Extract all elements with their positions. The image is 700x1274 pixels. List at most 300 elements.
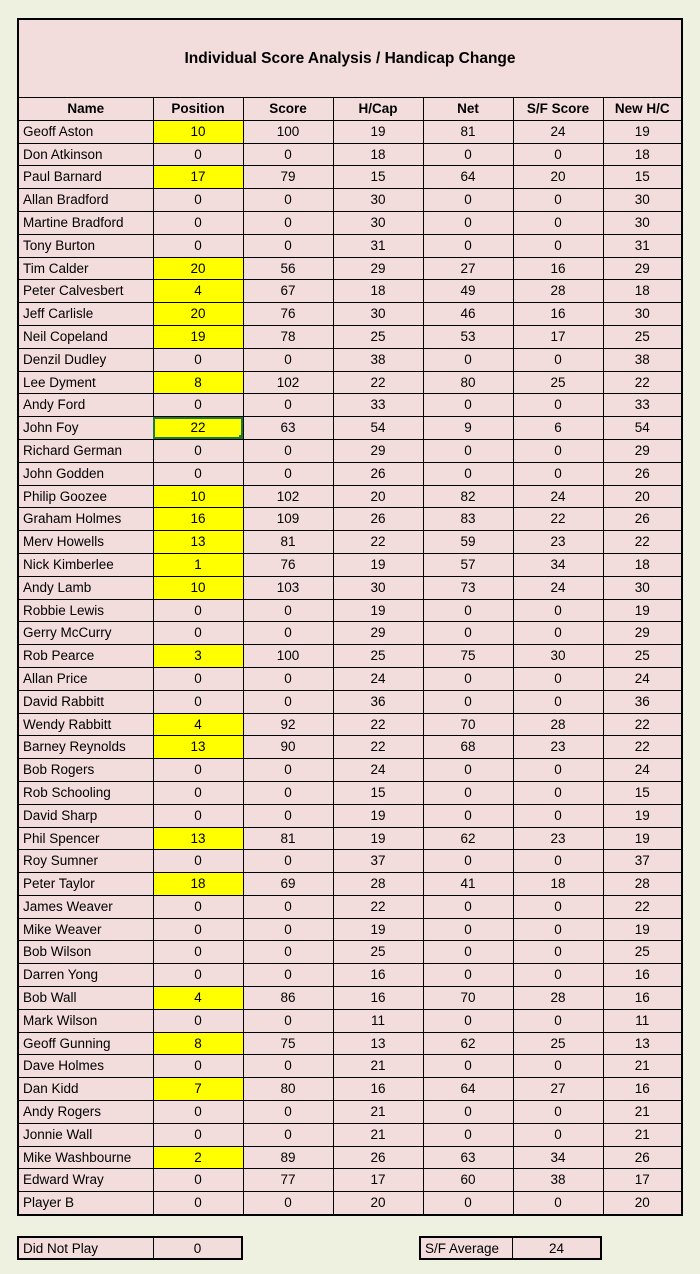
net-cell[interactable]: 75 <box>423 645 513 668</box>
position-cell[interactable]: 0 <box>153 234 243 257</box>
hcap-cell[interactable]: 20 <box>333 485 423 508</box>
new-hc-cell[interactable]: 33 <box>603 394 681 417</box>
new-hc-cell[interactable]: 25 <box>603 941 681 964</box>
score-cell[interactable]: 0 <box>243 690 333 713</box>
name-cell[interactable]: Denzil Dudley <box>19 348 153 371</box>
sf-score-cell[interactable]: 0 <box>513 439 603 462</box>
score-cell[interactable]: 0 <box>243 1009 333 1032</box>
hcap-cell[interactable]: 36 <box>333 690 423 713</box>
name-cell[interactable]: Bob Wilson <box>19 941 153 964</box>
new-hc-cell[interactable]: 15 <box>603 781 681 804</box>
sf-score-cell[interactable]: 20 <box>513 166 603 189</box>
score-cell[interactable]: 0 <box>243 394 333 417</box>
name-cell[interactable]: Tim Calder <box>19 257 153 280</box>
sf-score-cell[interactable]: 0 <box>513 964 603 987</box>
new-hc-cell[interactable]: 28 <box>603 873 681 896</box>
name-cell[interactable]: Mike Weaver <box>19 918 153 941</box>
hcap-cell[interactable]: 30 <box>333 189 423 212</box>
sf-score-cell[interactable]: 34 <box>513 553 603 576</box>
position-cell[interactable]: 10 <box>153 120 243 143</box>
net-cell[interactable]: 0 <box>423 439 513 462</box>
name-cell[interactable]: Andy Ford <box>19 394 153 417</box>
new-hc-cell[interactable]: 38 <box>603 348 681 371</box>
name-cell[interactable]: Rob Schooling <box>19 781 153 804</box>
net-cell[interactable]: 0 <box>423 394 513 417</box>
new-hc-cell[interactable]: 20 <box>603 485 681 508</box>
sf-score-cell[interactable]: 18 <box>513 873 603 896</box>
sf-score-cell[interactable]: 0 <box>513 211 603 234</box>
hcap-cell[interactable]: 38 <box>333 348 423 371</box>
hcap-cell[interactable]: 54 <box>333 417 423 440</box>
position-cell[interactable]: 20 <box>153 303 243 326</box>
new-hc-cell[interactable]: 30 <box>603 211 681 234</box>
sf-score-cell[interactable]: 0 <box>513 348 603 371</box>
new-hc-cell[interactable]: 17 <box>603 1169 681 1192</box>
net-cell[interactable]: 0 <box>423 462 513 485</box>
score-cell[interactable]: 56 <box>243 257 333 280</box>
sf-average-value[interactable]: 24 <box>548 1240 565 1256</box>
position-cell[interactable]: 0 <box>153 599 243 622</box>
sf-score-cell[interactable]: 0 <box>513 941 603 964</box>
header-score[interactable]: Score <box>243 98 333 120</box>
name-cell[interactable]: Bob Rogers <box>19 759 153 782</box>
net-cell[interactable]: 0 <box>423 1009 513 1032</box>
name-cell[interactable]: Merv Howells <box>19 531 153 554</box>
new-hc-cell[interactable]: 29 <box>603 439 681 462</box>
name-cell[interactable]: Nick Kimberlee <box>19 553 153 576</box>
score-cell[interactable]: 81 <box>243 531 333 554</box>
new-hc-cell[interactable]: 22 <box>603 371 681 394</box>
position-cell[interactable]: 10 <box>153 576 243 599</box>
position-cell[interactable]: 0 <box>153 804 243 827</box>
new-hc-cell[interactable]: 25 <box>603 645 681 668</box>
position-cell[interactable]: 0 <box>153 895 243 918</box>
position-cell[interactable]: 0 <box>153 1123 243 1146</box>
score-cell[interactable]: 100 <box>243 645 333 668</box>
sf-score-cell[interactable]: 23 <box>513 736 603 759</box>
new-hc-cell[interactable]: 16 <box>603 1078 681 1101</box>
sf-score-cell[interactable]: 28 <box>513 280 603 303</box>
new-hc-cell[interactable]: 19 <box>603 120 681 143</box>
score-cell[interactable]: 81 <box>243 827 333 850</box>
sf-score-cell[interactable]: 0 <box>513 690 603 713</box>
new-hc-cell[interactable]: 30 <box>603 189 681 212</box>
hcap-cell[interactable]: 16 <box>333 987 423 1010</box>
net-cell[interactable]: 0 <box>423 348 513 371</box>
header-hcap[interactable]: H/Cap <box>333 98 423 120</box>
hcap-cell[interactable]: 19 <box>333 553 423 576</box>
name-cell[interactable]: Paul Barnard <box>19 166 153 189</box>
sf-score-cell[interactable]: 24 <box>513 485 603 508</box>
new-hc-cell[interactable]: 18 <box>603 280 681 303</box>
sheet-title[interactable]: Individual Score Analysis / Handicap Change <box>19 20 681 98</box>
new-hc-cell[interactable]: 25 <box>603 325 681 348</box>
net-cell[interactable]: 0 <box>423 1123 513 1146</box>
hcap-cell[interactable]: 13 <box>333 1032 423 1055</box>
score-cell[interactable]: 0 <box>243 804 333 827</box>
sf-score-cell[interactable]: 16 <box>513 303 603 326</box>
new-hc-cell[interactable]: 30 <box>603 303 681 326</box>
new-hc-cell[interactable]: 20 <box>603 1192 681 1214</box>
sf-score-cell[interactable]: 34 <box>513 1146 603 1169</box>
sf-average-label[interactable]: S/F Average <box>421 1238 513 1258</box>
new-hc-cell[interactable]: 11 <box>603 1009 681 1032</box>
new-hc-cell[interactable]: 21 <box>603 1101 681 1124</box>
new-hc-cell[interactable]: 30 <box>603 576 681 599</box>
hcap-cell[interactable]: 21 <box>333 1123 423 1146</box>
sf-score-cell[interactable]: 27 <box>513 1078 603 1101</box>
name-cell[interactable]: Philip Goozee <box>19 485 153 508</box>
position-cell-selected[interactable]: 22 <box>153 417 243 440</box>
position-cell[interactable]: 0 <box>153 964 243 987</box>
position-cell[interactable]: 20 <box>153 257 243 280</box>
net-cell[interactable]: 63 <box>423 1146 513 1169</box>
score-cell[interactable]: 78 <box>243 325 333 348</box>
name-cell[interactable]: James Weaver <box>19 895 153 918</box>
hcap-cell[interactable]: 25 <box>333 941 423 964</box>
score-cell[interactable]: 92 <box>243 713 333 736</box>
position-cell[interactable]: 10 <box>153 485 243 508</box>
net-cell[interactable]: 64 <box>423 1078 513 1101</box>
new-hc-cell[interactable]: 19 <box>603 827 681 850</box>
score-cell[interactable]: 0 <box>243 895 333 918</box>
position-cell[interactable]: 0 <box>153 759 243 782</box>
hcap-cell[interactable]: 22 <box>333 531 423 554</box>
sf-score-cell[interactable]: 25 <box>513 1032 603 1055</box>
header-position[interactable]: Position <box>153 98 243 120</box>
sf-score-cell[interactable]: 0 <box>513 189 603 212</box>
name-cell[interactable]: Rob Pearce <box>19 645 153 668</box>
net-cell[interactable]: 0 <box>423 667 513 690</box>
net-cell[interactable]: 46 <box>423 303 513 326</box>
new-hc-cell[interactable]: 29 <box>603 622 681 645</box>
sf-score-cell[interactable]: 0 <box>513 599 603 622</box>
new-hc-cell[interactable]: 22 <box>603 895 681 918</box>
score-cell[interactable]: 90 <box>243 736 333 759</box>
name-cell[interactable]: Martine Bradford <box>19 211 153 234</box>
net-cell[interactable]: 0 <box>423 211 513 234</box>
hcap-cell[interactable]: 37 <box>333 850 423 873</box>
name-cell[interactable]: Peter Calvesbert <box>19 280 153 303</box>
position-cell[interactable]: 0 <box>153 941 243 964</box>
hcap-cell[interactable]: 33 <box>333 394 423 417</box>
position-cell[interactable]: 13 <box>153 827 243 850</box>
sf-score-cell[interactable]: 23 <box>513 827 603 850</box>
new-hc-cell[interactable]: 29 <box>603 257 681 280</box>
new-hc-cell[interactable]: 21 <box>603 1123 681 1146</box>
name-cell[interactable]: Bob Wall <box>19 987 153 1010</box>
name-cell[interactable]: Darren Yong <box>19 964 153 987</box>
hcap-cell[interactable]: 20 <box>333 1192 423 1214</box>
hcap-cell[interactable]: 16 <box>333 964 423 987</box>
new-hc-cell[interactable]: 22 <box>603 736 681 759</box>
net-cell[interactable]: 0 <box>423 189 513 212</box>
name-cell[interactable]: Mike Washbourne <box>19 1146 153 1169</box>
score-cell[interactable]: 0 <box>243 759 333 782</box>
net-cell[interactable]: 81 <box>423 120 513 143</box>
new-hc-cell[interactable]: 24 <box>603 667 681 690</box>
position-cell[interactable]: 4 <box>153 987 243 1010</box>
new-hc-cell[interactable]: 22 <box>603 531 681 554</box>
name-cell[interactable]: Don Atkinson <box>19 143 153 166</box>
new-hc-cell[interactable]: 13 <box>603 1032 681 1055</box>
net-cell[interactable]: 64 <box>423 166 513 189</box>
net-cell[interactable]: 41 <box>423 873 513 896</box>
position-cell[interactable]: 0 <box>153 918 243 941</box>
score-cell[interactable]: 63 <box>243 417 333 440</box>
score-cell[interactable]: 76 <box>243 553 333 576</box>
position-cell[interactable]: 0 <box>153 1101 243 1124</box>
net-cell[interactable]: 0 <box>423 1101 513 1124</box>
position-cell[interactable]: 7 <box>153 1078 243 1101</box>
name-cell[interactable]: Andy Lamb <box>19 576 153 599</box>
hcap-cell[interactable]: 25 <box>333 325 423 348</box>
header-net[interactable]: Net <box>423 98 513 120</box>
position-cell[interactable]: 0 <box>153 394 243 417</box>
sf-score-cell[interactable]: 0 <box>513 759 603 782</box>
hcap-cell[interactable]: 26 <box>333 508 423 531</box>
hcap-cell[interactable]: 19 <box>333 120 423 143</box>
net-cell[interactable]: 57 <box>423 553 513 576</box>
net-cell[interactable]: 0 <box>423 1192 513 1214</box>
sf-score-cell[interactable]: 22 <box>513 508 603 531</box>
name-cell[interactable]: Allan Price <box>19 667 153 690</box>
name-cell[interactable]: Robbie Lewis <box>19 599 153 622</box>
position-cell[interactable]: 16 <box>153 508 243 531</box>
hcap-cell[interactable]: 21 <box>333 1101 423 1124</box>
sf-score-cell[interactable]: 0 <box>513 1009 603 1032</box>
name-cell[interactable]: Edward Wray <box>19 1169 153 1192</box>
new-hc-cell[interactable]: 37 <box>603 850 681 873</box>
net-cell[interactable]: 83 <box>423 508 513 531</box>
net-cell[interactable]: 27 <box>423 257 513 280</box>
hcap-cell[interactable]: 26 <box>333 1146 423 1169</box>
name-cell[interactable]: Lee Dyment <box>19 371 153 394</box>
hcap-cell[interactable]: 30 <box>333 303 423 326</box>
net-cell[interactable]: 0 <box>423 941 513 964</box>
hcap-cell[interactable]: 22 <box>333 371 423 394</box>
name-cell[interactable]: Dave Holmes <box>19 1055 153 1078</box>
score-cell[interactable]: 80 <box>243 1078 333 1101</box>
sf-score-cell[interactable]: 30 <box>513 645 603 668</box>
score-cell[interactable]: 109 <box>243 508 333 531</box>
name-cell[interactable]: John Godden <box>19 462 153 485</box>
name-cell[interactable]: Richard German <box>19 439 153 462</box>
sf-score-cell[interactable]: 0 <box>513 622 603 645</box>
position-cell[interactable]: 4 <box>153 713 243 736</box>
net-cell[interactable]: 9 <box>423 417 513 440</box>
net-cell[interactable]: 80 <box>423 371 513 394</box>
score-cell[interactable]: 0 <box>243 781 333 804</box>
sf-score-cell[interactable]: 0 <box>513 850 603 873</box>
net-cell[interactable]: 53 <box>423 325 513 348</box>
score-cell[interactable]: 0 <box>243 1123 333 1146</box>
score-cell[interactable]: 102 <box>243 371 333 394</box>
net-cell[interactable]: 49 <box>423 280 513 303</box>
score-cell[interactable]: 0 <box>243 1101 333 1124</box>
position-cell[interactable]: 0 <box>153 690 243 713</box>
score-cell[interactable]: 0 <box>243 462 333 485</box>
net-cell[interactable]: 60 <box>423 1169 513 1192</box>
hcap-cell[interactable]: 29 <box>333 257 423 280</box>
sf-score-cell[interactable]: 25 <box>513 371 603 394</box>
score-cell[interactable]: 0 <box>243 850 333 873</box>
position-cell[interactable]: 0 <box>153 211 243 234</box>
position-cell[interactable]: 0 <box>153 439 243 462</box>
net-cell[interactable]: 0 <box>423 759 513 782</box>
hcap-cell[interactable]: 30 <box>333 211 423 234</box>
header-name[interactable]: Name <box>19 98 153 120</box>
position-cell[interactable]: 8 <box>153 1032 243 1055</box>
name-cell[interactable]: John Foy <box>19 417 153 440</box>
did-not-play-value[interactable]: 0 <box>193 1240 202 1256</box>
net-cell[interactable]: 82 <box>423 485 513 508</box>
position-cell[interactable]: 0 <box>153 622 243 645</box>
score-cell[interactable]: 0 <box>243 211 333 234</box>
net-cell[interactable]: 0 <box>423 918 513 941</box>
net-cell[interactable]: 0 <box>423 599 513 622</box>
net-cell[interactable]: 0 <box>423 1055 513 1078</box>
net-cell[interactable]: 0 <box>423 234 513 257</box>
new-hc-cell[interactable]: 21 <box>603 1055 681 1078</box>
net-cell[interactable]: 0 <box>423 690 513 713</box>
sf-score-cell[interactable]: 17 <box>513 325 603 348</box>
sf-score-cell[interactable]: 0 <box>513 143 603 166</box>
sf-score-cell[interactable]: 0 <box>513 462 603 485</box>
new-hc-cell[interactable]: 19 <box>603 599 681 622</box>
hcap-cell[interactable]: 21 <box>333 1055 423 1078</box>
name-cell[interactable]: Neil Copeland <box>19 325 153 348</box>
name-cell[interactable]: Geoff Gunning <box>19 1032 153 1055</box>
score-cell[interactable]: 103 <box>243 576 333 599</box>
new-hc-cell[interactable]: 22 <box>603 713 681 736</box>
sf-score-cell[interactable]: 0 <box>513 234 603 257</box>
net-cell[interactable]: 59 <box>423 531 513 554</box>
position-cell[interactable]: 8 <box>153 371 243 394</box>
new-hc-cell[interactable]: 19 <box>603 918 681 941</box>
new-hc-cell[interactable]: 54 <box>603 417 681 440</box>
name-cell[interactable]: Dan Kidd <box>19 1078 153 1101</box>
position-cell[interactable]: 0 <box>153 1192 243 1214</box>
net-cell[interactable]: 0 <box>423 964 513 987</box>
sf-score-cell[interactable]: 24 <box>513 576 603 599</box>
hcap-cell[interactable]: 24 <box>333 759 423 782</box>
hcap-cell[interactable]: 18 <box>333 143 423 166</box>
net-cell[interactable]: 68 <box>423 736 513 759</box>
name-cell[interactable]: Jonnie Wall <box>19 1123 153 1146</box>
new-hc-cell[interactable]: 16 <box>603 964 681 987</box>
hcap-cell[interactable]: 15 <box>333 781 423 804</box>
new-hc-cell[interactable]: 16 <box>603 987 681 1010</box>
did-not-play-label[interactable]: Did Not Play <box>19 1238 154 1258</box>
score-cell[interactable]: 89 <box>243 1146 333 1169</box>
position-cell[interactable]: 4 <box>153 280 243 303</box>
sf-score-cell[interactable]: 0 <box>513 1192 603 1214</box>
sf-score-cell[interactable]: 28 <box>513 987 603 1010</box>
score-cell[interactable]: 0 <box>243 941 333 964</box>
name-cell[interactable]: David Sharp <box>19 804 153 827</box>
name-cell[interactable]: Jeff Carlisle <box>19 303 153 326</box>
sf-score-cell[interactable]: 0 <box>513 804 603 827</box>
position-cell[interactable]: 0 <box>153 143 243 166</box>
score-cell[interactable]: 69 <box>243 873 333 896</box>
position-cell[interactable]: 0 <box>153 781 243 804</box>
hcap-cell[interactable]: 22 <box>333 895 423 918</box>
score-cell[interactable]: 0 <box>243 439 333 462</box>
position-cell[interactable]: 0 <box>153 1055 243 1078</box>
name-cell[interactable]: Andy Rogers <box>19 1101 153 1124</box>
position-cell[interactable]: 0 <box>153 1009 243 1032</box>
sf-score-cell[interactable]: 0 <box>513 918 603 941</box>
new-hc-cell[interactable]: 24 <box>603 759 681 782</box>
sf-score-cell[interactable]: 0 <box>513 1055 603 1078</box>
score-cell[interactable]: 102 <box>243 485 333 508</box>
new-hc-cell[interactable]: 31 <box>603 234 681 257</box>
sf-score-cell[interactable]: 6 <box>513 417 603 440</box>
sf-score-cell[interactable]: 16 <box>513 257 603 280</box>
new-hc-cell[interactable]: 26 <box>603 462 681 485</box>
header-new-hc[interactable]: New H/C <box>603 98 681 120</box>
position-cell[interactable]: 19 <box>153 325 243 348</box>
name-cell[interactable]: Player B <box>19 1192 153 1214</box>
hcap-cell[interactable]: 18 <box>333 280 423 303</box>
name-cell[interactable]: Graham Holmes <box>19 508 153 531</box>
score-cell[interactable]: 0 <box>243 1192 333 1214</box>
position-cell[interactable]: 0 <box>153 667 243 690</box>
score-cell[interactable]: 0 <box>243 1055 333 1078</box>
new-hc-cell[interactable]: 18 <box>603 143 681 166</box>
sf-score-cell[interactable]: 24 <box>513 120 603 143</box>
hcap-cell[interactable]: 24 <box>333 667 423 690</box>
name-cell[interactable]: David Rabbitt <box>19 690 153 713</box>
hcap-cell[interactable]: 11 <box>333 1009 423 1032</box>
score-cell[interactable]: 0 <box>243 143 333 166</box>
position-cell[interactable]: 0 <box>153 850 243 873</box>
hcap-cell[interactable]: 25 <box>333 645 423 668</box>
score-cell[interactable]: 0 <box>243 234 333 257</box>
position-cell[interactable]: 0 <box>153 1169 243 1192</box>
name-cell[interactable]: Allan Bradford <box>19 189 153 212</box>
score-cell[interactable]: 79 <box>243 166 333 189</box>
new-hc-cell[interactable]: 18 <box>603 553 681 576</box>
hcap-cell[interactable]: 31 <box>333 234 423 257</box>
score-cell[interactable]: 77 <box>243 1169 333 1192</box>
name-cell[interactable]: Wendy Rabbitt <box>19 713 153 736</box>
sf-score-cell[interactable]: 23 <box>513 531 603 554</box>
position-cell[interactable]: 18 <box>153 873 243 896</box>
net-cell[interactable]: 0 <box>423 804 513 827</box>
score-cell[interactable]: 0 <box>243 622 333 645</box>
sf-score-cell[interactable]: 28 <box>513 713 603 736</box>
position-cell[interactable]: 0 <box>153 348 243 371</box>
net-cell[interactable]: 0 <box>423 622 513 645</box>
score-cell[interactable]: 67 <box>243 280 333 303</box>
score-cell[interactable]: 75 <box>243 1032 333 1055</box>
score-cell[interactable]: 0 <box>243 964 333 987</box>
hcap-cell[interactable]: 26 <box>333 462 423 485</box>
position-cell[interactable]: 13 <box>153 736 243 759</box>
sf-score-cell[interactable]: 0 <box>513 394 603 417</box>
score-cell[interactable]: 0 <box>243 189 333 212</box>
net-cell[interactable]: 0 <box>423 850 513 873</box>
new-hc-cell[interactable]: 15 <box>603 166 681 189</box>
hcap-cell[interactable]: 19 <box>333 827 423 850</box>
score-cell[interactable]: 0 <box>243 667 333 690</box>
new-hc-cell[interactable]: 26 <box>603 1146 681 1169</box>
name-cell[interactable]: Peter Taylor <box>19 873 153 896</box>
score-cell[interactable]: 86 <box>243 987 333 1010</box>
name-cell[interactable]: Phil Spencer <box>19 827 153 850</box>
